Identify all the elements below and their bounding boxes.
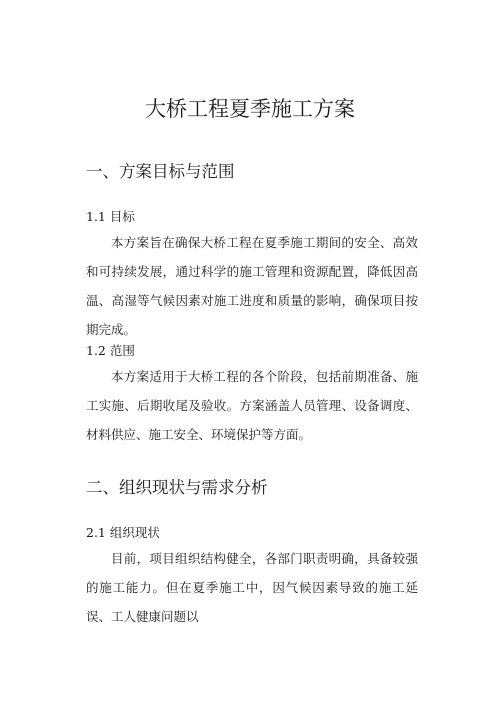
document-title: 大桥工程夏季施工方案 [145, 97, 355, 121]
subsection-heading-1-2: 1.2 范围 [86, 343, 135, 358]
paragraph-org-status: 目前，项目组织结构健全，各部门职责明确，具备较强的施工能力。但在夏季施工中，因气候因素导致的施工延误、工人健康问题以 [86, 551, 418, 624]
section-heading-1: 一、方案目标与范围 [86, 162, 235, 181]
subsection-heading-2-1: 2.1 组织现状 [86, 525, 160, 540]
section-heading-2: 二、组织现状与需求分析 [86, 478, 268, 497]
paragraph-scope: 本方案适用于大桥工程的各个阶段，包括前期准备、施工实施、后期收尾及验收。方案涵盖人员管理、设备调度、材料供应、施工安全、环境保护等方面。 [86, 369, 418, 442]
subsection-heading-1-1: 1.1 目标 [86, 209, 135, 224]
paragraph-goal: 本方案旨在确保大桥工程在夏季施工期间的安全、高效和可持续发展，通过科学的施工管理和资源配置，降低因高温、高湿等气候因素对施工进度和质量的影响，确保项目按期完成。 [86, 235, 418, 337]
